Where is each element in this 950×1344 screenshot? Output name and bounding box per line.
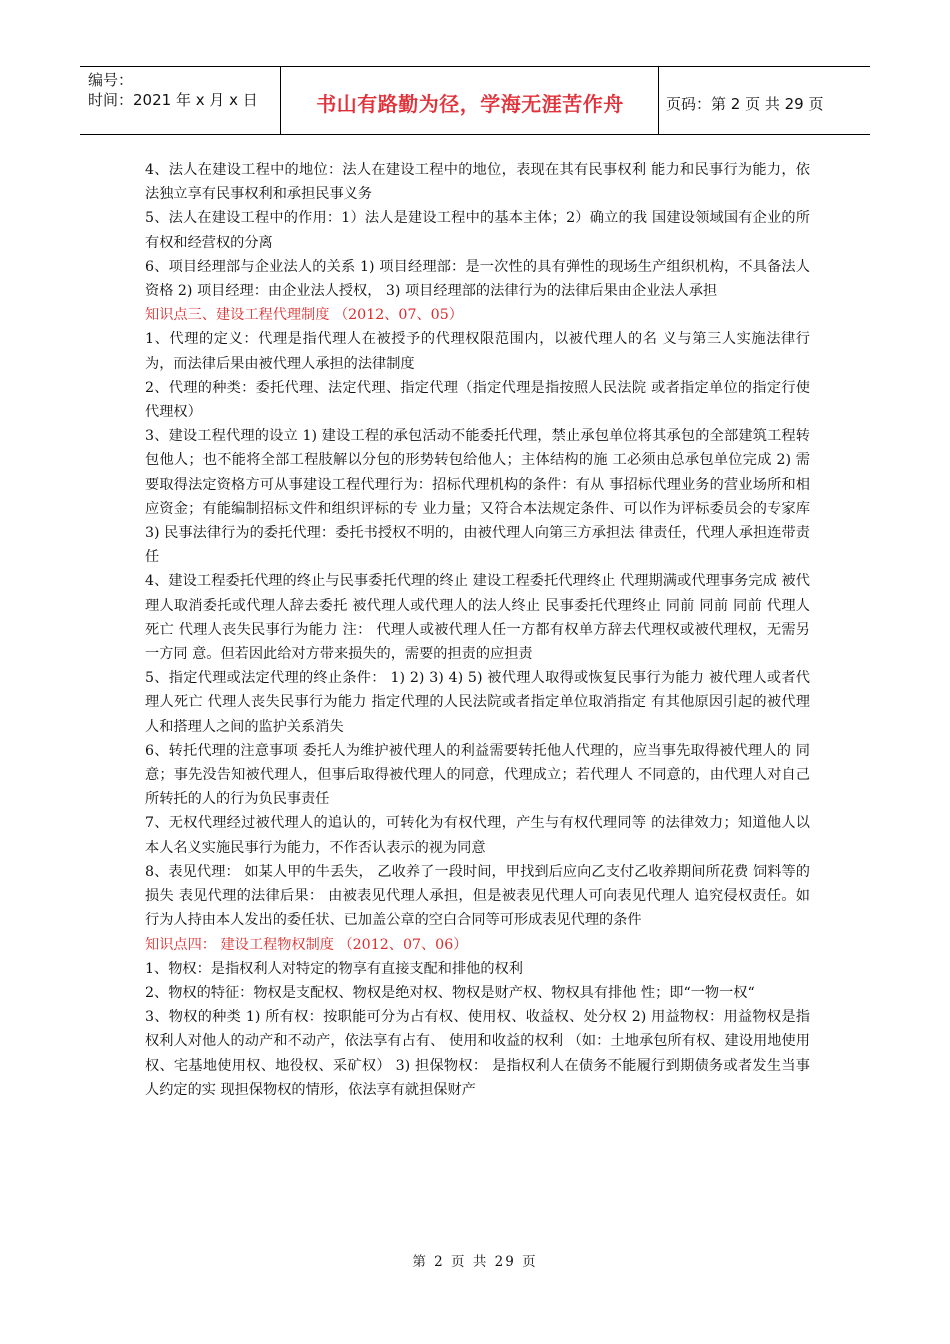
body-paragraph: 4、法人在建设工程中的地位：法人在建设工程中的地位，表现在其有民事权利 能力和民事行为能力，依法独立享有民事权利和承担民事义务 [145, 162, 810, 203]
header-bottom-rule [80, 134, 870, 135]
body-paragraph: 6、项目经理部与企业法人的关系 1) 项目经理部：是一次性的具有弹性的现场生产组织机构，不具备法人资格 2) 项目经理：由企业法人授权， 3) 项目经理部的法律行为的法律后果由企业法人承担 [145, 258, 810, 300]
page-header [80, 66, 870, 134]
body-paragraph: 5、法人在建设工程中的作用：1）法人是建设工程中的基本主体；2）确立的我 国建设领域国有企业的所有权和经营权的分离 [145, 210, 810, 251]
body-paragraph: 4、建设工程委托代理的终止与民事委托代理的终止 建设工程委托代理终止 代理期满或代理事务完成 被代理人取消委托或代理人辞去委托 被代理人或代理人的法人终止 民事委托代理终止 同前 同前 同前 代理人死亡 代理人丧失民事行为能力 注： 代理人或被代理人任一方都有权单方辞去代理权或被代理权，无需另一方同 意。但若因此给对方带来损失的，需要的担责的应担责 [145, 573, 810, 663]
body-paragraph: 3、建设工程代理的设立 1) 建设工程的承包活动不能委托代理，禁止承包单位将其承包的全部建筑工程转包他人；也不能将全部工程肢解以分包的形势转包给他人；主体结构的施 工必须由总承包单位完成 2) 需要取得法定资格方可从事建设工程代理行为：招标代理机构的条件：有从 事招标代理业务的营业场所和相应资金；有能编制招标文件和组织评标的专 业力量；又符合本法规定条件、可以作为评标委员会的专家库 3) 民事法律行为的委托代理：委托书授权不明的，由被代理人向第三方承担法 律责任，代理人承担连带责任 [145, 428, 810, 566]
section-heading: 知识点三、建设工程代理制度 （2012、07、05） [145, 307, 463, 324]
header-top-rule [80, 66, 870, 67]
section-heading: 知识点四： 建设工程物权制度 （2012、07、06） [145, 936, 468, 953]
body-paragraph: 2、物权的特征：物权是支配权、物权是绝对权、物权是财产权、物权具有排他 性；即“一物一权“ [145, 984, 755, 1001]
body-paragraph: 5、指定代理或法定代理的终止条件： 1) 2) 3) 4) 5) 被代理人取得或恢复民事行为能力 被代理人或者代理人死亡 代理人丧失民事行为能力 指定代理的人民法院或者指定单位取消指定 有其他原因引起的被代理人和搭理人之间的监护关系消失 [145, 670, 810, 735]
body-paragraph: 8、表见代理： 如某人甲的牛丢失， 乙收养了一段时间，甲找到后应向乙支付乙收养期间所花费 饲料等的损失 表见代理的法律后果： 由被表见代理人承担，但是被表见代理人可向表见代理人 追究侵权责任。如行为人持由本人发出的委任状、已加盖公章的空白合同等可形成表见代理的条件 [145, 863, 810, 929]
header-motto: 书山有路勤为径，学海无涯苦作舟 [316, 92, 624, 116]
body-paragraph: 1、物权：是指权利人对特定的物享有直接支配和排他的权利 [145, 960, 523, 977]
body-paragraph: 1、代理的定义：代理是指代理人在被授予的代理权限范围内，以被代理人的名 义与第三人实施法律行为，而法律后果由被代理人承担的法律制度 [145, 331, 810, 372]
body-paragraph: 6、转托代理的注意事项 委托人为维护被代理人的利益需要转托他人代理的，应当事先取得被代理人的 同意；事先没告知被代理人，但事后取得被代理人的同意，代理成立；若代理人 不同意的，由代理人对自己所转托的人的行为负民事责任 [145, 742, 810, 808]
body-paragraph: 2、代理的种类：委托代理、法定代理、指定代理（指定代理是指按照人民法院 或者指定单位的指定行使代理权） [145, 379, 810, 421]
header-page-code: 页码：第 2 页 共 29 页 [666, 95, 824, 113]
document-number-label: 编号： [88, 71, 134, 89]
body-paragraph: 3、物权的种类 1) 所有权：按职能可分为占有权、使用权、收益权、处分权 2) 用益物权：用益物权是指权利人对他人的动产和不动产，依法享有占有、 使用和收益的权利 （如：土地承包所有权、建设用地使用权、宅基地使用权、地役权、采矿权） 3) 担保物权： 是指权利人在债务不能履行到期债务或者发生当事人约定的实 现担保物权的情形，依法享有就担保财产 [145, 1009, 810, 1098]
document-body [145, 158, 810, 1102]
document-date-label: 时间：2021 年 x 月 x 日 [88, 91, 258, 109]
page-footer: 第 2 页 共 29 页 [412, 1254, 538, 1270]
body-paragraph: 7、无权代理经过被代理人的追认的，可转化为有权代理，产生与有权代理同等 的法律效力；知道他人以本人名义实施民事行为能力，不作否认表示的视为同意 [145, 815, 810, 856]
